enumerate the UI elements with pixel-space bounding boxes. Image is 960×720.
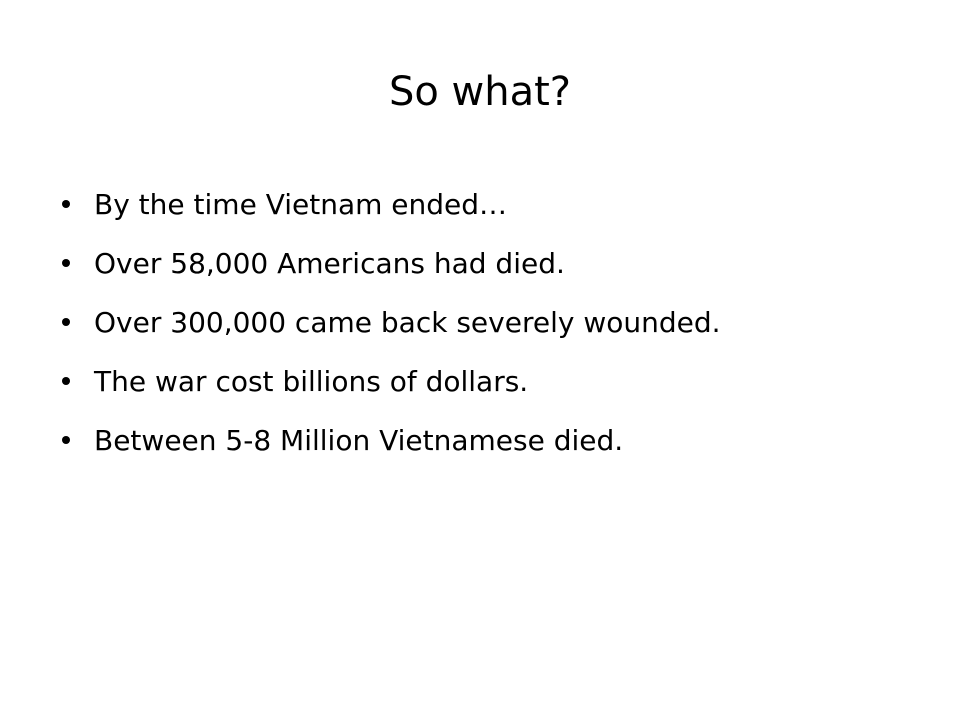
bullet-dot-icon [62,259,70,267]
bullet-text: By the time Vietnam ended… [94,188,508,221]
bullet-text: Over 58,000 Americans had died. [94,247,565,280]
bullet-list [62,178,922,473]
bullet-item [62,237,922,296]
bullet-item [62,355,922,414]
bullet-dot-icon [62,318,70,326]
bullet-dot-icon [62,436,70,444]
bullet-text: Between 5-8 Million Vietnamese died. [94,424,624,457]
bullet-item [62,178,922,237]
bullet-text: Over 300,000 came back severely wounded. [94,306,721,339]
slide-title: So what? [388,69,572,115]
bullet-item [62,296,922,355]
bullet-item [62,414,922,473]
bullet-dot-icon [62,200,70,208]
bullet-text: The war cost billions of dollars. [94,365,529,398]
bullet-dot-icon [62,377,70,385]
